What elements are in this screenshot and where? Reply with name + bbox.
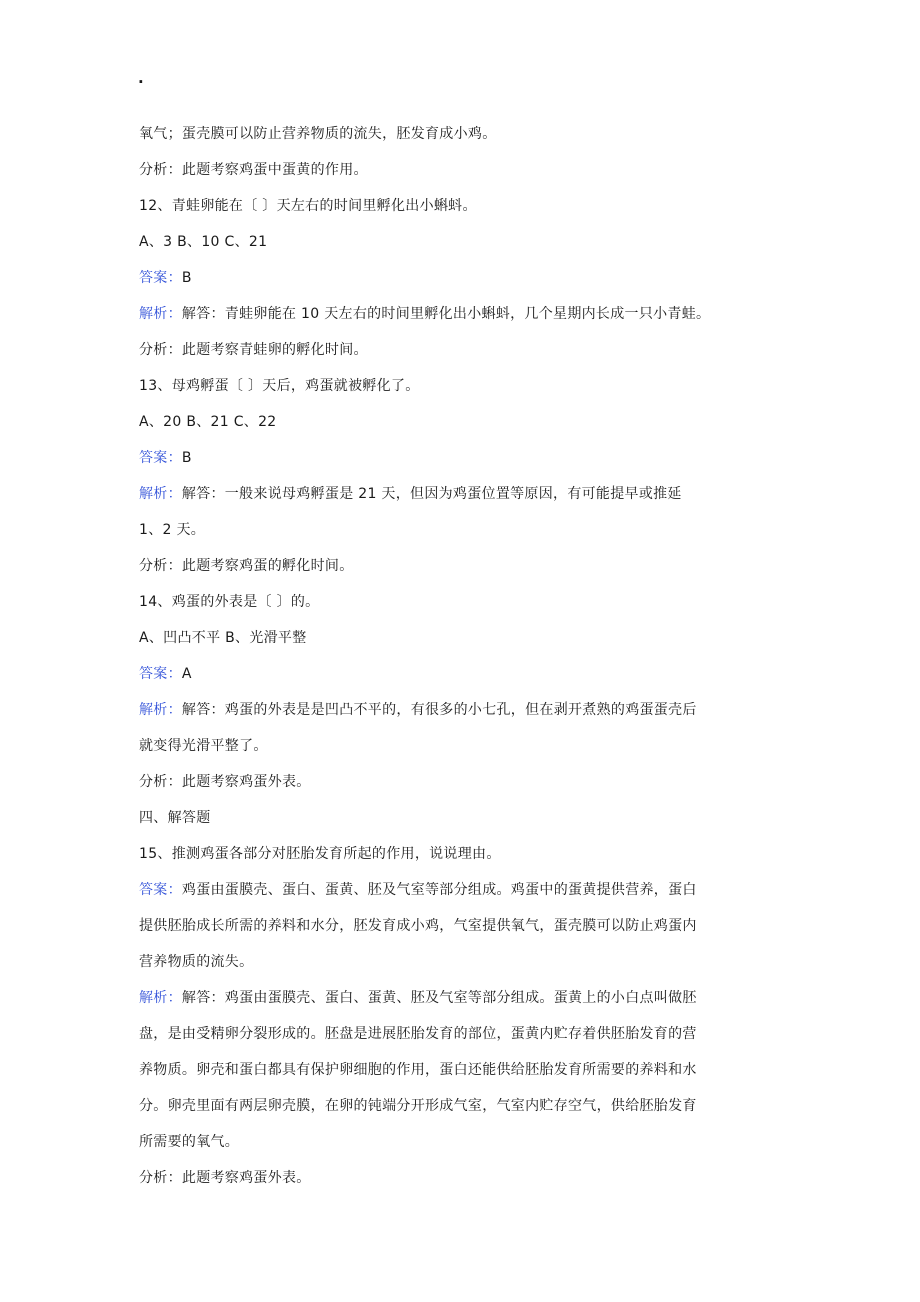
explanation-text: 解答：一般来说母鸡孵蛋是 21 天，但因为鸡蛋位置等原因，有可能提早或推延 [181,486,682,502]
explanation-label: 解析： [139,486,182,502]
top-dot-mark: · [138,73,144,91]
question-15-explanation-line-4: 分。卵壳里面有两层卵壳膜，在卵的钝端分开形成气室，气室内贮存空气，供给胚胎发育 [139,1098,697,1114]
explanation-label: 解析： [139,990,182,1006]
answer-label: 答案： [139,450,182,466]
question-15-explanation-line-3: 养物质。卵壳和蛋白都具有保护卵细胞的作用，蛋白还能供给胚胎发育所需要的养料和水 [139,1062,697,1078]
question-14-options: A、凹凸不平 B、光滑平整 [139,630,307,646]
question-14-analysis: 分析：此题考察鸡蛋外表。 [139,774,311,790]
question-12-explanation [139,296,789,332]
question-13-answer [139,440,789,476]
answer-value: A [181,666,192,682]
analysis-line: 分析：此题考察鸡蛋中蛋黄的作用。 [139,162,368,178]
section-heading: 四、解答题 [139,810,211,826]
explanation-text: 解答：青蛙卵能在 10 天左右的时间里孵化出小蝌蚪，几个星期内长成一只小青蛙。 [181,306,711,322]
text-line: 氧气；蛋壳膜可以防止营养物质的流失，胚发育成小鸡。 [139,126,497,142]
answer-label: 答案： [139,270,182,286]
question-12: 12、青蛙卵能在〔 〕天左右的时间里孵化出小蝌蚪。 [139,198,477,214]
explanation-label: 解析： [139,306,182,322]
answer-text: 鸡蛋由蛋膜壳、蛋白、蛋黄、胚及气室等部分组成。鸡蛋中的蛋黄提供营养，蛋白 [181,882,697,898]
question-15-answer-line-1 [139,872,789,908]
answer-label: 答案： [139,882,182,898]
answer-value: B [181,270,192,286]
question-15: 15、推测鸡蛋各部分对胚胎发育所起的作用，说说理由。 [139,846,501,862]
question-13-explanation [139,476,789,512]
question-14-explanation [139,692,789,728]
explanation-text: 解答：鸡蛋由蛋膜壳、蛋白、蛋黄、胚及气室等部分组成。蛋黄上的小白点叫做胚 [181,990,697,1006]
question-13-options: A、20 B、21 C、22 [139,414,277,430]
explanation-label: 解析： [139,702,182,718]
question-14: 14、鸡蛋的外表是〔 〕的。 [139,594,320,610]
question-15-explanation-line-2: 盘，是由受精卵分裂形成的。胚盘是进展胚胎发育的部位，蛋黄内贮存着供胚胎发育的营 [139,1026,697,1042]
answer-label: 答案： [139,666,182,682]
question-14-explanation-cont: 就变得光滑平整了。 [139,738,268,754]
question-15-answer-line-3: 营养物质的流失。 [139,954,254,970]
question-15-analysis: 分析：此题考察鸡蛋外表。 [139,1170,311,1186]
question-12-answer [139,260,789,296]
question-13-explanation-cont: 1、2 天。 [139,522,206,538]
explanation-text: 解答：鸡蛋的外表是是凹凸不平的，有很多的小七孔，但在剥开煮熟的鸡蛋蛋壳后 [181,702,697,718]
question-15-explanation-line-1 [139,980,789,1016]
document-content [139,116,789,1196]
question-15-answer-line-2: 提供胚胎成长所需的养料和水分，胚发育成小鸡，气室提供氧气，蛋壳膜可以防止鸡蛋内 [139,918,697,934]
question-12-analysis: 分析：此题考察青蛙卵的孵化时间。 [139,342,368,358]
question-14-answer [139,656,789,692]
question-13: 13、母鸡孵蛋〔 〕天后，鸡蛋就被孵化了。 [139,378,420,394]
answer-value: B [181,450,192,466]
question-13-analysis: 分析：此题考察鸡蛋的孵化时间。 [139,558,354,574]
question-15-explanation-line-5: 所需要的氧气。 [139,1134,240,1150]
question-12-options: A、3 B、10 C、21 [139,234,268,250]
